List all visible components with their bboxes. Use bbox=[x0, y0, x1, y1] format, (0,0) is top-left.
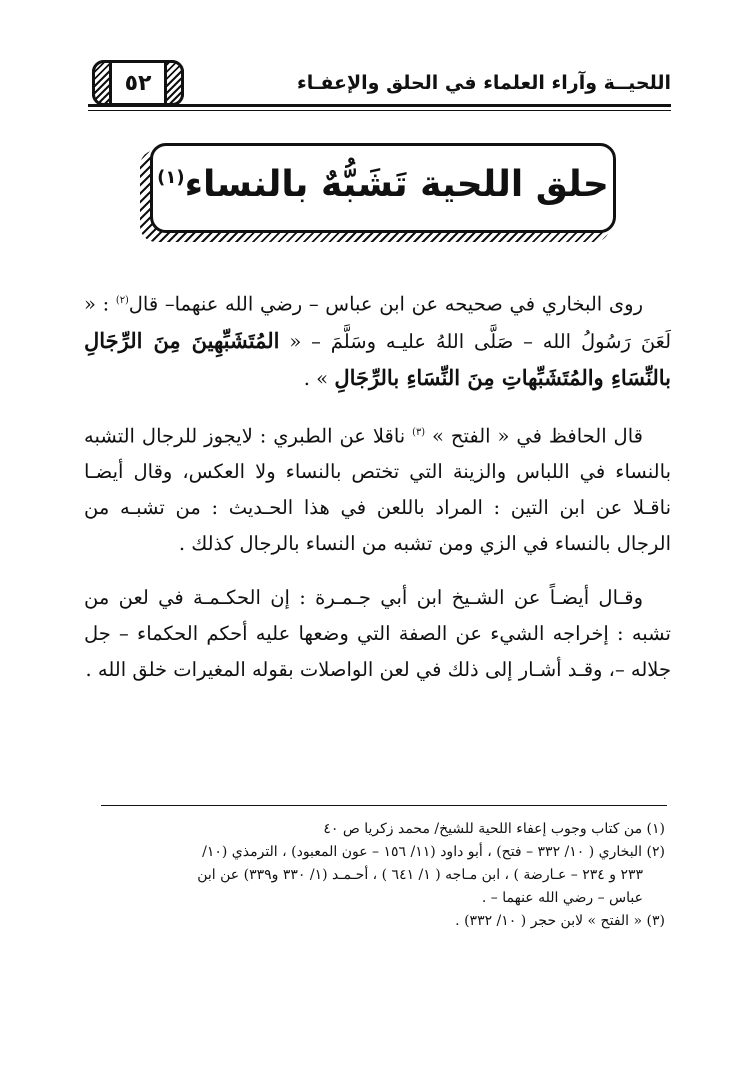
footnote-1: (١) من كتاب وجوب إعفاء اللحية للشيخ/ محمد زكريا ص ٤٠ bbox=[323, 821, 665, 837]
chapter-title-text: حلق اللحية تَشَبُّهٌ بالنساء bbox=[184, 164, 609, 205]
running-header bbox=[88, 60, 671, 112]
chapter-title-frame bbox=[150, 143, 616, 233]
footnote-3: (٣) « الفتح » لابن حجر ( ١٠/ ٣٣٢) . bbox=[455, 913, 665, 929]
p1-footnote-ref: (٢) bbox=[115, 295, 129, 306]
paragraph-3 bbox=[84, 580, 671, 688]
header-rule bbox=[88, 104, 671, 107]
chapter-footnote-ref: (١) bbox=[157, 167, 185, 188]
paragraph-1 bbox=[84, 283, 671, 397]
p2-footnote-ref: (٣) bbox=[412, 426, 426, 438]
p2-text-2: ناقلا عن الطبري : لايجوز للرجال التشبه بالنساء في اللباس والزينة التي تختص بالنساء ولا العكس، وقال أيضـا ناقـلا عن ابن التين : المراد باللعن في هذا الحـديث : من تشبـه من الرجال بالنساء في الزي ومن تشبه من النساء بالرجال كذلك . bbox=[84, 424, 671, 555]
footnotes bbox=[90, 818, 665, 933]
footnote-2-line-3: عباس – رضي الله عنهما – . bbox=[481, 890, 643, 906]
footnote-2-line-2: ٢٣٣ و ٢٣٤ – عـارضة ) ، ابن مـاجه ( ١/ ٦٤١ ) ، أحـمـد (١/ ٣٣٠ و٣٣٩) عن ابن bbox=[197, 867, 643, 883]
p1-text-2: : « لَعَنَ رَسُولُ الله – صَلَّى اللهُ عليـه وسَلَّمَ – « bbox=[84, 292, 672, 353]
page-number: ٥٢ bbox=[124, 70, 152, 96]
footnote-2-line-1: (٢) البخاري ( ١٠/ ٣٣٢ – فتح) ، أبو داود (١١/ ١٥٦ – عون المعبود) ، الترمذي (١٠/ bbox=[202, 844, 665, 860]
p3-text: وقـال أيضـاً عن الشـيخ ابن أبي جـمـرة : إن الحكـمـة في لعن من تشبه : إخراجه الشيء عن الصفة التي وضعها عليه أحكم الحكماء – جل جلاله –، وقـد أشـار إلى ذلك في لعن الواصلات بقوله المغيرات خلق الله . bbox=[84, 586, 671, 681]
body-text bbox=[84, 283, 671, 688]
chapter-title bbox=[153, 164, 613, 205]
footnote-separator bbox=[101, 805, 667, 806]
p2-text: قال الحافظ في « الفتح » bbox=[432, 424, 643, 447]
header-rule-thin bbox=[88, 110, 671, 111]
page-number-frame bbox=[92, 60, 184, 106]
p1-text: روى البخاري في صحيحه عن ابن عباس – رضي الله عنهما– قال bbox=[128, 292, 643, 316]
p1-text-3: » . bbox=[303, 366, 329, 390]
paragraph-2 bbox=[84, 415, 671, 563]
running-title: اللحيــة وآراء العلماء في الحلق والإعفـاء bbox=[297, 72, 671, 94]
hadith-text: المُتَشَبِّهِينَ مِنَ الرِّجَالِ بالنِّسَاءِ والمُتَشَبِّهاتِ مِنَ النِّسَاءِ بالرِّجَالِ bbox=[84, 327, 671, 390]
